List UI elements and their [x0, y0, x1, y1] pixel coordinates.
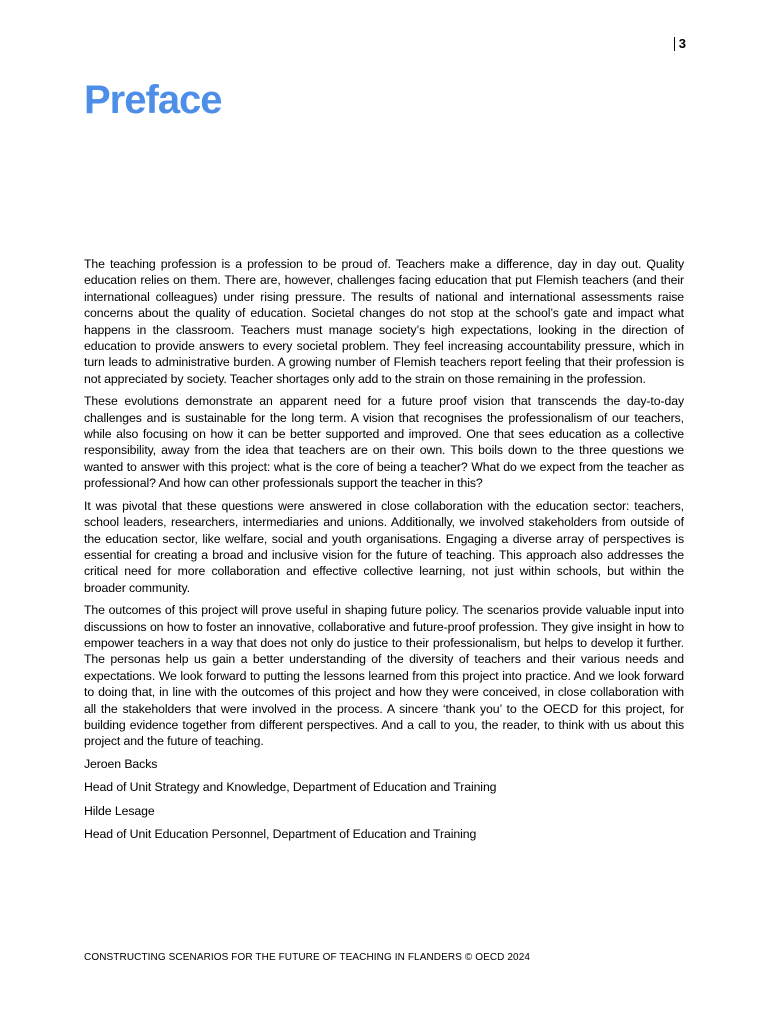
- signatory-name: Jeroen Backs: [84, 756, 158, 771]
- page-footer: CONSTRUCTING SCENARIOS FOR THE FUTURE OF TEACHING IN FLANDERS © OECD 2024: [84, 952, 531, 963]
- signatory-role: Head of Unit Education Personnel, Department of Education and Training: [84, 827, 477, 841]
- signatory-role: Head of Unit Strategy and Knowledge, Department of Education and Training: [84, 780, 497, 795]
- preface-body: [84, 256, 684, 849]
- signatory-name: Hilde Lesage: [84, 803, 155, 818]
- paragraph: The teaching profession is a profession to be proud of. Teachers make a difference, day in day out. Quality education relies on them. There are, however, challenges facing education that put Flemish teachers (and their international colleagues) under rising pressure. The results of national and international assessments raise concerns about the quality of education. Societal changes do not stop at the school’s gate and impact what happens in the classroom. Teachers must manage society’s high expectations, looking in the direction of education to provide answers to every societal problem. They feel increasing accountability pressure, which in turn leads to administrative burden. A growing number of Flemish teachers report feeling that their profession is not appreciated by society. Teacher shortages only add to the strain on those remaining in the profession.: [84, 257, 684, 386]
- paragraph: These evolutions demonstrate an apparent need for a future proof vision that transcends the day-to-day challenges and is sustainable for the long term. A vision that recognises the professionalism of our teachers, while also focusing on how it can be better supported and improved. One that sees education as a collective responsibility, away from the idea that teachers are on their own. This boils down to the three questions we wanted to answer with this project: what is the core of being a teacher? What do we expect from the teacher as professional? And how can other professionals support the teacher in this?: [84, 394, 684, 491]
- page-title: Preface: [84, 78, 222, 122]
- paragraph: It was pivotal that these questions were answered in close collaboration with the education sector: teachers, school leaders, researchers, intermediaries and unions. Additionally, we involved stakeholders from outside of the education sector, like welfare, social and youth organisations. Engaging a diverse array of perspectives is essential for creating a broad and inclusive vision for the future of teaching. This approach also addresses the critical need for more collaboration and effective collective learning, not just within schools, but within the broader community.: [84, 498, 684, 595]
- paragraph: The outcomes of this project will prove useful in shaping future policy. The scenarios provide valuable input into discussions on how to foster an innovative, collaborative and future-proof profession. They give insight in how to empower teachers in a way that does not only do justice to their professionalism, but helps to develop it further. The personas help us gain a better understanding of the diversity of teachers and their various needs and expectations. We look forward to putting the lessons learned from this project into practice. And we look forward to doing that, in line with the outcomes of this project and how they were conceived, in close collaboration with all the stakeholders that were involved in the process. A sincere ‘thank you’ to the OECD for this project, for building evidence together from different perspectives. And a call to you, the reader, to think with us about this project and the future of teaching.: [84, 603, 684, 749]
- page-number: 3: [674, 37, 686, 51]
